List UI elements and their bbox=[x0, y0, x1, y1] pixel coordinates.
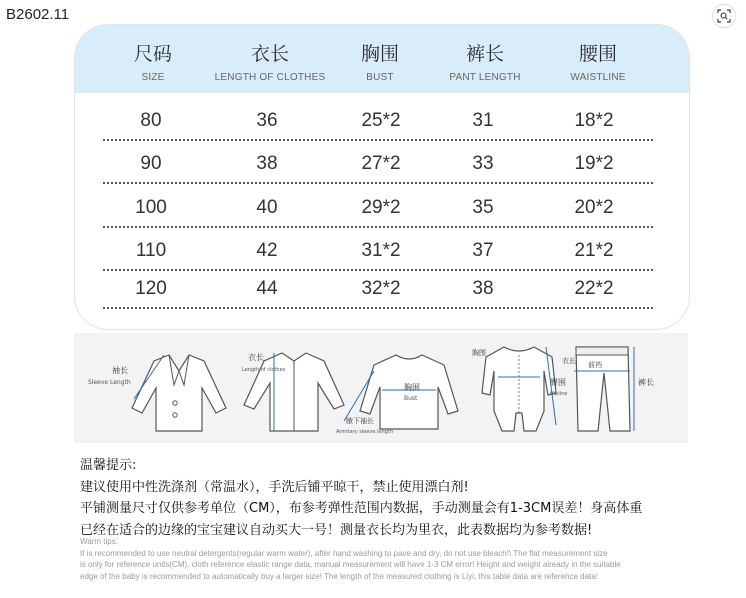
size-table-card bbox=[74, 24, 690, 330]
cell-length: 44 bbox=[256, 278, 278, 299]
en-tips-title: Warm tips: bbox=[80, 537, 118, 546]
tips-line: 平铺测量尺寸仅供参考单位（CM），布参考弹性范围内数据，手动测量会有1-3CM误差！身高体重 bbox=[80, 501, 643, 516]
cell-waistline: 20*2 bbox=[574, 197, 614, 218]
row-divider bbox=[103, 182, 653, 184]
en-tips-line: is only for reference units(CM), cloth reference elastic range data, manual measurement will have 1-3 CM error! Height and weight already in the suitable bbox=[80, 560, 621, 569]
cell-waistline: 18*2 bbox=[574, 110, 614, 131]
cell-bust: 29*2 bbox=[361, 197, 401, 218]
shirt-length-cn: 衣长 bbox=[248, 353, 264, 362]
sweater-armpit-en: Armitary sleeve length bbox=[336, 429, 393, 435]
pants-length-cn: 裤长 bbox=[638, 378, 654, 387]
care-tips bbox=[80, 455, 680, 541]
romper-label-b: 衣长 bbox=[562, 357, 576, 365]
row-divider bbox=[103, 307, 653, 309]
table-row bbox=[75, 109, 689, 153]
cell-pant-length: 38 bbox=[472, 278, 494, 299]
table-row bbox=[75, 152, 689, 196]
measurement-diagram bbox=[74, 333, 688, 443]
cell-waistline: 21*2 bbox=[574, 240, 614, 261]
tips-title: 温馨提示: bbox=[80, 458, 137, 473]
tips-line: 建议使用中性洗涤剂（常温水），手洗后铺平晾干，禁止使用漂白剂! bbox=[80, 479, 469, 495]
cell-waistline: 22*2 bbox=[574, 278, 614, 299]
cell-size: 120 bbox=[135, 278, 167, 299]
cell-size: 110 bbox=[135, 240, 167, 261]
pants-hip-cn: 臀围 bbox=[550, 378, 566, 387]
row-divider bbox=[103, 226, 653, 228]
sweater-bust-en: Bust bbox=[404, 395, 418, 402]
table-row bbox=[75, 196, 689, 240]
cell-size: 80 bbox=[140, 110, 162, 131]
cell-size: 90 bbox=[140, 153, 162, 174]
tips-line: 已经在适合的边缘的宝宝建议自动买大一号！测量衣长均为里衣，此表数据均为参考数据! bbox=[80, 522, 593, 538]
visual-search-button[interactable] bbox=[713, 5, 735, 27]
column-waistline: 腰围 WAISTLINE bbox=[570, 43, 626, 83]
romper-diagram bbox=[472, 347, 576, 431]
en-tips-line: edge of the baby is recommended to automatically buy a larger size! The length of the measured clothing is Liyi, this table data are reference data! bbox=[80, 571, 598, 581]
romper-label-a: 胸围 bbox=[472, 349, 486, 357]
cell-bust: 32*2 bbox=[361, 278, 401, 299]
cell-pant-length: 33 bbox=[472, 153, 494, 174]
jacket-sleeve-cn: 袖长 bbox=[112, 366, 128, 375]
row-divider bbox=[103, 269, 653, 271]
cell-length: 42 bbox=[256, 240, 278, 261]
pants-crotch-cn: 前裆 bbox=[588, 361, 602, 369]
shirt-length-en: Length of clothes bbox=[242, 367, 286, 373]
sweater-diagram bbox=[336, 355, 458, 435]
cell-size: 100 bbox=[135, 197, 167, 218]
cell-bust: 27*2 bbox=[361, 153, 401, 174]
cell-length: 38 bbox=[256, 153, 278, 174]
cell-waistline: 19*2 bbox=[574, 153, 614, 174]
size-table-header bbox=[75, 25, 689, 93]
cell-pant-length: 31 bbox=[472, 110, 494, 131]
cell-pant-length: 37 bbox=[472, 240, 494, 261]
pants-hip-en: Hipline bbox=[550, 391, 568, 397]
measurement-illustrations bbox=[74, 333, 688, 443]
care-tips-english bbox=[80, 536, 665, 582]
sweater-bust-cn: 胸围 bbox=[404, 383, 420, 392]
sweater-armpit-cn: 腋下袖长 bbox=[346, 417, 374, 425]
cell-length: 36 bbox=[256, 110, 278, 131]
cell-bust: 31*2 bbox=[361, 240, 401, 261]
row-divider bbox=[103, 139, 653, 141]
product-code: B2602.11 bbox=[6, 6, 70, 23]
jacket-diagram bbox=[88, 355, 226, 431]
cell-pant-length: 35 bbox=[472, 197, 494, 218]
column-length: 衣长 LENGTH OF CLOTHES bbox=[214, 43, 326, 83]
en-tips-line: It is recommended to use neutral detergents(regular warm water), after hand washing to pave and dry, do not use bleach!\ The flat measurement size bbox=[80, 548, 608, 558]
visual-search-icon bbox=[717, 9, 731, 23]
column-pant-length: 裤长 PANT LENGTH bbox=[449, 43, 521, 83]
cell-bust: 25*2 bbox=[361, 110, 401, 131]
jacket-sleeve-en: Sleeve Length bbox=[88, 379, 131, 386]
cell-length: 40 bbox=[256, 197, 278, 218]
table-row bbox=[75, 277, 689, 321]
column-size: 尺码 SIZE bbox=[133, 43, 172, 83]
shirt-diagram bbox=[242, 352, 344, 431]
column-bust: 胸围 BUST bbox=[360, 43, 399, 83]
